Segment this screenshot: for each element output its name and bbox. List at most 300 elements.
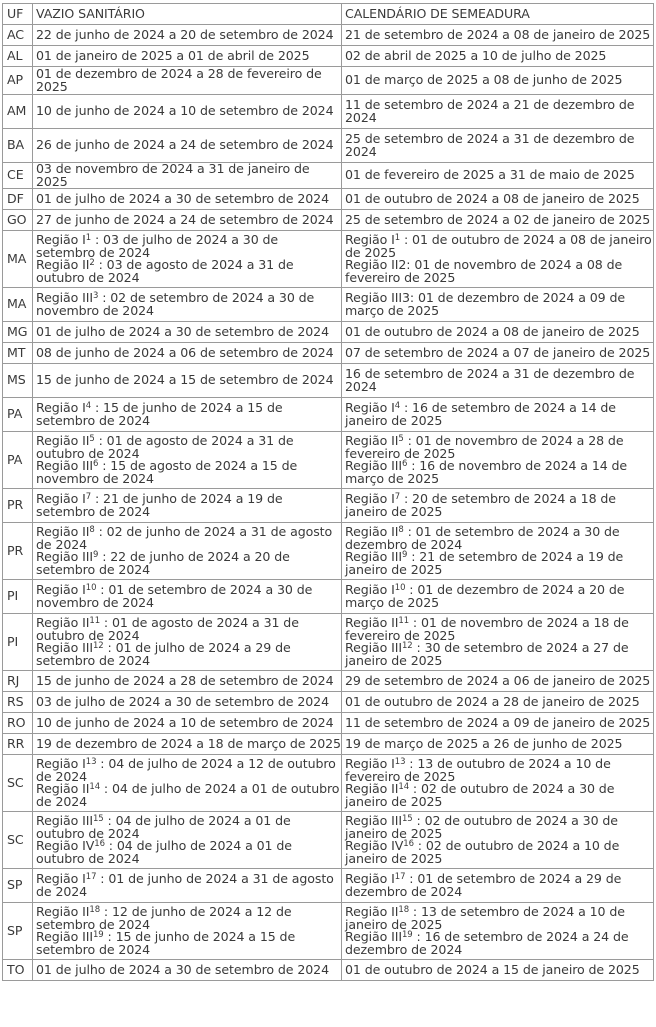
vazio-sanitario-cell (33, 398, 342, 432)
period-text: 01 de outubro de 2024 a 15 de janeiro de 2025 (345, 961, 640, 977)
uf-cell: MT (3, 343, 33, 364)
vazio-sanitario-cell (33, 189, 342, 210)
period-text: 01 de dezembro de 2024 a 28 de fevereiro de 2025 (36, 65, 322, 94)
period-line (36, 26, 341, 42)
period-line (345, 211, 653, 227)
table-row (3, 322, 654, 343)
region-label: Região I (345, 491, 395, 507)
calendario-semeadura-cell (342, 523, 654, 580)
region-label: Região I (36, 582, 86, 598)
period-text: 27 de junho de 2024 a 24 de setembro de 2024 (36, 211, 334, 227)
period-text: Região III3: 01 de dezembro de 2024 a 09 de março de 2025 (345, 290, 625, 318)
vazio-sanitario-cell (33, 903, 342, 960)
footnote-ref: 13 (394, 757, 406, 767)
period-line (345, 551, 653, 576)
footnote-ref: 4 (85, 401, 92, 412)
period-text: : 04 de julho de 2024 a 01 de outubro de 2024 (36, 838, 292, 866)
table-row (3, 210, 654, 231)
uf-cell: MG (3, 322, 33, 343)
period-line (36, 460, 341, 485)
period-line (36, 526, 341, 551)
table-row (3, 489, 654, 523)
period-line (345, 758, 653, 783)
period-line (36, 714, 341, 730)
period-text: : 04 de julho de 2024 a 01 de outubro de 2024 (36, 781, 340, 809)
period-text: : 13 de outubro de 2024 a 10 de fevereiro de 2025 (345, 756, 611, 784)
period-text: : 01 de setembro de 2024 a 30 de dezembro de 2024 (345, 524, 620, 552)
footnote-ref: 12 (93, 641, 104, 652)
period-line (36, 783, 341, 808)
footnote-ref: 7 (394, 492, 401, 503)
footnote-ref: 16 (94, 839, 105, 850)
vazio-sanitario-cell (33, 432, 342, 489)
region-label: Região I (36, 400, 86, 416)
uf-cell: RS (3, 692, 33, 713)
period-line (345, 259, 653, 284)
uf-cell: RR (3, 734, 33, 755)
footnote-ref: 5 (398, 434, 404, 444)
table-row (3, 231, 654, 288)
vazio-sanitario-cell (33, 960, 342, 981)
period-line (345, 931, 653, 956)
table-row (3, 432, 654, 489)
header-vazio-sanitario: VAZIO SANITÁRIO (33, 4, 342, 25)
region-label: Região II (36, 524, 90, 539)
period-text: 29 de setembro de 2024 a 06 de janeiro de 2025 (345, 672, 651, 688)
region-label: Região III (36, 458, 93, 474)
period-line (345, 735, 653, 751)
calendario-semeadura-cell (342, 364, 654, 398)
region-label: Região II (36, 904, 90, 919)
header-uf: UF (3, 4, 33, 25)
region-label: Região II (345, 781, 399, 797)
region-label: Região I (345, 582, 395, 598)
table-row (3, 67, 654, 95)
header-calendario-semeadura: CALENDÁRIO DE SEMEADURA (342, 4, 654, 25)
uf-cell: PA (3, 398, 33, 432)
region-label: Região I (345, 400, 395, 416)
period-text: : 22 de junho de 2024 a 20 de setembro de 2024 (36, 549, 290, 577)
period-line (345, 368, 653, 393)
period-line (36, 163, 341, 188)
period-line (345, 815, 653, 840)
period-text: : 01 de setembro de 2024 a 30 de novembro de 2024 (36, 582, 313, 610)
vazio-sanitario-cell (33, 364, 342, 398)
period-text: 03 de novembro de 2024 a 31 de janeiro de 2025 (36, 161, 310, 189)
uf-cell: SP (3, 869, 33, 903)
uf-cell: DF (3, 189, 33, 210)
region-label: Região II (345, 524, 399, 539)
period-line (345, 906, 653, 931)
period-line (345, 714, 653, 730)
vazio-sanitario-cell (33, 692, 342, 713)
vazio-sanitario-cell (33, 671, 342, 692)
period-text: : 03 de agosto de 2024 a 31 de outubro de 2024 (36, 257, 294, 285)
period-text: 01 de julho de 2024 a 30 de setembro de 2024 (36, 190, 329, 206)
calendario-semeadura-cell (342, 189, 654, 210)
period-line (36, 292, 341, 317)
footnote-ref: 19 (93, 930, 104, 941)
period-line (345, 672, 653, 688)
period-line (36, 758, 341, 783)
vazio-sanitario-cell (33, 489, 342, 523)
uf-cell: SC (3, 812, 33, 869)
period-line (36, 840, 341, 865)
footnote-ref: 13 (85, 757, 97, 767)
period-text: : 16 de setembro de 2024 a 24 de dezembro de 2024 (345, 929, 629, 957)
footnote-ref: 8 (89, 525, 95, 535)
period-line (36, 65, 341, 94)
region-label: Região IV (36, 838, 95, 854)
vazio-sanitario-cell (33, 67, 342, 95)
period-line (36, 402, 341, 427)
period-text: 15 de junho de 2024 a 15 de setembro de 2024 (36, 372, 334, 388)
calendario-semeadura-cell (342, 432, 654, 489)
region-label: Região I (36, 871, 86, 887)
uf-cell: PR (3, 523, 33, 580)
footnote-ref: 3 (93, 291, 99, 302)
period-text: : 01 de setembro de 2024 a 29 de dezembro de 2024 (345, 871, 622, 899)
period-text: : 16 de setembro de 2024 a 14 de janeiro de 2025 (345, 400, 616, 428)
period-text: : 01 de novembro de 2024 a 28 de fevereiro de 2025 (345, 433, 624, 461)
period-text: 25 de setembro de 2024 a 02 de janeiro de 2025 (345, 211, 651, 227)
region-label: Região III (36, 290, 93, 306)
period-line (345, 402, 653, 427)
period-line (345, 493, 653, 518)
table-row (3, 25, 654, 46)
period-line (345, 435, 653, 460)
period-text: : 12 de junho de 2024 a 12 de setembro de 2024 (36, 904, 292, 932)
period-line (36, 139, 341, 152)
vazio-sanitario-cell (33, 231, 342, 288)
calendario-semeadura-cell (342, 322, 654, 343)
period-line (345, 584, 653, 609)
uf-cell: AL (3, 46, 33, 67)
period-line (345, 74, 653, 87)
calendario-semeadura-cell (342, 46, 654, 67)
table-row (3, 903, 654, 960)
calendario-semeadura-cell (342, 614, 654, 671)
period-line (345, 961, 653, 977)
period-line (36, 551, 341, 576)
period-line (345, 47, 653, 63)
table-row (3, 364, 654, 398)
region-label: Região III (345, 929, 402, 945)
period-line (36, 617, 341, 642)
period-line (345, 617, 653, 642)
footnote-ref: 2 (89, 258, 95, 269)
region-label: Região II (36, 433, 90, 448)
period-line (345, 526, 653, 551)
period-line (36, 211, 341, 227)
period-text: 01 de outubro de 2024 a 28 de janeiro de 2025 (345, 693, 640, 709)
table-row (3, 189, 654, 210)
period-line (36, 105, 341, 118)
period-line (345, 130, 653, 159)
uf-cell: TO (3, 960, 33, 981)
period-text: : 02 de outubro de 2024 a 30 de janeiro de 2025 (345, 781, 615, 809)
vazio-sanitario-cell (33, 869, 342, 903)
period-text: 01 de julho de 2024 a 30 de setembro de 2024 (36, 323, 329, 339)
vazio-sanitario-cell (33, 343, 342, 364)
footnote-ref: 7 (85, 492, 92, 503)
period-line (345, 344, 653, 360)
period-text: Região II2: 01 de novembro de 2024 a 08 de fevereiro de 2025 (345, 257, 623, 285)
period-text: : 01 de agosto de 2024 a 31 de outubro de 2024 (36, 615, 299, 643)
calendario-semeadura-cell (342, 903, 654, 960)
period-text: : 02 de outubro de 2024 a 10 de janeiro de 2025 (345, 838, 620, 866)
period-text: : 01 de agosto de 2024 a 31 de outubro de 2024 (36, 433, 294, 461)
table-row (3, 734, 654, 755)
period-text: 21 de setembro de 2024 a 08 de janeiro de 2025 (345, 26, 651, 42)
uf-cell: RJ (3, 671, 33, 692)
footnote-ref: 14 (89, 782, 101, 793)
period-text: : 01 de novembro de 2024 a 18 de fevereiro de 2025 (345, 615, 629, 643)
vazio-sanitario-cell (33, 288, 342, 322)
period-text: 10 de junho de 2024 a 10 de setembro de 2024 (36, 103, 334, 119)
region-label: Região II (36, 615, 90, 630)
footnote-ref: 18 (398, 905, 410, 915)
period-line (345, 783, 653, 808)
period-text: 25 de setembro de 2024 a 31 de dezembro de 2024 (345, 130, 635, 159)
footnote-ref: 18 (89, 905, 101, 915)
period-text: : 04 de julho de 2024 a 01 de outubro de 2024 (36, 813, 291, 841)
period-line (36, 259, 341, 284)
vazio-sanitario-cell (33, 755, 342, 812)
footnote-ref: 11 (398, 616, 410, 626)
header-row (3, 4, 654, 25)
region-label: Região I (345, 232, 395, 247)
calendar-table (2, 3, 654, 981)
uf-cell: SP (3, 903, 33, 960)
period-line (36, 672, 341, 688)
footnote-ref: 9 (402, 550, 408, 561)
region-label: Região II (345, 615, 399, 630)
period-line (36, 344, 341, 360)
vazio-sanitario-cell (33, 713, 342, 734)
period-line (345, 190, 653, 206)
region-label: Região III (345, 813, 402, 828)
uf-cell: BA (3, 129, 33, 163)
region-label: Região III (36, 549, 93, 565)
vazio-sanitario-cell (33, 322, 342, 343)
period-text: 01 de julho de 2024 a 30 de setembro de 2024 (36, 961, 329, 977)
uf-cell: PI (3, 614, 33, 671)
period-text: : 01 de julho de 2024 a 29 de setembro de 2024 (36, 640, 291, 668)
period-line (345, 234, 653, 259)
region-label: Região III (345, 549, 402, 565)
footnote-ref: 10 (394, 583, 406, 594)
calendario-semeadura-cell (342, 95, 654, 129)
period-line (345, 169, 653, 182)
region-label: Região III (36, 813, 93, 828)
footnote-ref: 16 (403, 839, 414, 850)
uf-cell: RO (3, 713, 33, 734)
period-line (345, 693, 653, 709)
period-line (36, 931, 341, 956)
calendario-semeadura-cell (342, 129, 654, 163)
period-text: 26 de junho de 2024 a 24 de setembro de 2024 (36, 137, 334, 153)
period-text: 10 de junho de 2024 a 10 de setembro de 2024 (36, 714, 334, 730)
period-line (36, 435, 341, 460)
period-text: 02 de abril de 2025 a 10 de julho de 2025 (345, 47, 607, 63)
period-text: 01 de março de 2025 a 08 de junho de 2025 (345, 72, 623, 88)
footnote-ref: 11 (89, 616, 101, 626)
footnote-ref: 15 (93, 814, 104, 824)
table-row (3, 163, 654, 189)
footnote-ref: 6 (93, 459, 99, 470)
footnote-ref: 5 (89, 434, 95, 444)
footnote-ref: 15 (402, 814, 413, 824)
calendario-semeadura-cell (342, 163, 654, 189)
period-text: 07 de setembro de 2024 a 07 de janeiro de 2025 (345, 344, 651, 360)
calendario-semeadura-cell (342, 25, 654, 46)
region-label: Região III (345, 640, 402, 656)
period-text: : 01 de outubro de 2024 a 08 de janeiro de 2025 (345, 232, 652, 260)
region-label: Região II (345, 433, 399, 448)
period-text: 08 de junho de 2024 a 06 de setembro de 2024 (36, 344, 334, 360)
vazio-sanitario-cell (33, 523, 342, 580)
footnote-ref: 14 (398, 782, 410, 793)
table-body (3, 25, 654, 981)
region-label: Região II (36, 781, 90, 797)
period-text: : 01 de dezembro de 2024 a 20 de março de 2025 (345, 582, 625, 610)
uf-cell: AM (3, 95, 33, 129)
period-text: 16 de setembro de 2024 a 31 de dezembro de 2024 (345, 366, 635, 394)
period-text: : 21 de setembro de 2024 a 19 de janeiro de 2025 (345, 549, 624, 577)
period-line (36, 815, 341, 840)
period-text: 03 de julho de 2024 a 30 de setembro de 2024 (36, 693, 329, 709)
footnote-ref: 9 (93, 550, 99, 561)
footnote-ref: 8 (398, 525, 404, 535)
period-line (36, 190, 341, 206)
period-line (345, 873, 653, 898)
calendario-semeadura-cell (342, 288, 654, 322)
region-label: Região I (36, 491, 86, 507)
period-line (36, 906, 341, 931)
period-line (345, 460, 653, 485)
vazio-sanitario-cell (33, 95, 342, 129)
table-row (3, 755, 654, 812)
table-row (3, 812, 654, 869)
period-text: 15 de junho de 2024 a 28 de setembro de 2024 (36, 672, 334, 688)
region-label: Região II (345, 904, 399, 919)
table-row (3, 869, 654, 903)
period-line (36, 961, 341, 977)
vazio-sanitario-cell (33, 580, 342, 614)
period-text: 11 de setembro de 2024 a 21 de dezembro de 2024 (345, 96, 635, 125)
table-row (3, 398, 654, 432)
period-text: : 30 de setembro de 2024 a 27 de janeiro de 2025 (345, 640, 629, 668)
calendario-semeadura-cell (342, 692, 654, 713)
period-text: : 01 de junho de 2024 a 31 de agosto de 2024 (36, 871, 334, 899)
region-label: Região I (345, 871, 395, 887)
period-line (345, 323, 653, 339)
calendario-semeadura-cell (342, 960, 654, 981)
footnote-ref: 1 (85, 233, 92, 243)
region-label: Região IV (345, 838, 404, 854)
period-text: : 02 de junho de 2024 a 31 de agosto de 2024 (36, 524, 333, 552)
period-text: 19 de março de 2025 a 26 de junho de 2025 (345, 735, 623, 751)
calendario-semeadura-cell (342, 869, 654, 903)
table-row (3, 129, 654, 163)
period-text: 01 de outubro de 2024 a 08 de janeiro de 2025 (345, 190, 640, 206)
footnote-ref: 12 (402, 641, 413, 652)
table-row (3, 95, 654, 129)
period-line (36, 735, 341, 751)
table-row (3, 713, 654, 734)
period-text: : 02 de setembro de 2024 a 30 de novembro de 2024 (36, 290, 315, 318)
uf-cell: MA (3, 288, 33, 322)
period-text: : 02 de outubro de 2024 a 30 de janeiro de 2025 (345, 813, 618, 841)
region-label: Região I (36, 232, 86, 247)
vazio-sanitario-cell (33, 25, 342, 46)
period-text: : 20 de setembro de 2024 a 18 de janeiro de 2025 (345, 491, 616, 519)
period-line (345, 96, 653, 125)
calendario-semeadura-cell (342, 734, 654, 755)
table-row (3, 523, 654, 580)
table-row (3, 960, 654, 981)
uf-cell: PA (3, 432, 33, 489)
period-text: 01 de outubro de 2024 a 08 de janeiro de 2025 (345, 323, 640, 339)
calendario-semeadura-cell (342, 489, 654, 523)
period-line (36, 642, 341, 667)
period-text: : 21 de junho de 2024 a 19 de setembro de 2024 (36, 491, 283, 519)
footnote-ref: 17 (394, 872, 406, 883)
uf-cell: MA (3, 231, 33, 288)
table-row (3, 671, 654, 692)
uf-cell: PR (3, 489, 33, 523)
period-text: : 04 de julho de 2024 a 12 de outubro de 2024 (36, 756, 336, 784)
table-row (3, 343, 654, 364)
calendario-semeadura-cell (342, 580, 654, 614)
uf-cell: SC (3, 755, 33, 812)
period-text: : 03 de julho de 2024 a 30 de setembro de 2024 (36, 232, 279, 260)
vazio-sanitario-cell (33, 46, 342, 67)
table-row (3, 614, 654, 671)
region-label: Região I (345, 756, 395, 771)
vazio-sanitario-cell (33, 614, 342, 671)
period-line (36, 873, 341, 898)
period-text: 22 de junho de 2024 a 20 de setembro de 2024 (36, 26, 334, 42)
period-line (345, 26, 653, 42)
vazio-sanitario-cell (33, 129, 342, 163)
period-text: : 15 de junho de 2024 a 15 de setembro de 2024 (36, 400, 283, 428)
vazio-sanitario-cell (33, 210, 342, 231)
period-line (36, 47, 341, 63)
calendario-semeadura-cell (342, 398, 654, 432)
footnote-ref: 19 (402, 930, 413, 941)
region-label: Região III (345, 458, 402, 474)
calendario-semeadura-cell (342, 210, 654, 231)
footnote-ref: 1 (394, 233, 401, 243)
region-label: Região II (36, 257, 90, 273)
uf-cell: MS (3, 364, 33, 398)
vazio-sanitario-cell (33, 812, 342, 869)
footnote-ref: 10 (85, 583, 97, 594)
vazio-sanitario-cell (33, 163, 342, 189)
period-line (345, 642, 653, 667)
period-text: : 13 de setembro de 2024 a 10 de janeiro de 2025 (345, 904, 625, 932)
region-label: Região III (36, 640, 93, 656)
uf-cell: PI (3, 580, 33, 614)
calendario-semeadura-cell (342, 343, 654, 364)
uf-cell: AP (3, 67, 33, 95)
period-text: 19 de dezembro de 2024 a 18 de março de 2025 (36, 735, 341, 751)
period-text: 11 de setembro de 2024 a 09 de janeiro de 2025 (345, 714, 651, 730)
footnote-ref: 6 (402, 459, 408, 470)
uf-cell: GO (3, 210, 33, 231)
